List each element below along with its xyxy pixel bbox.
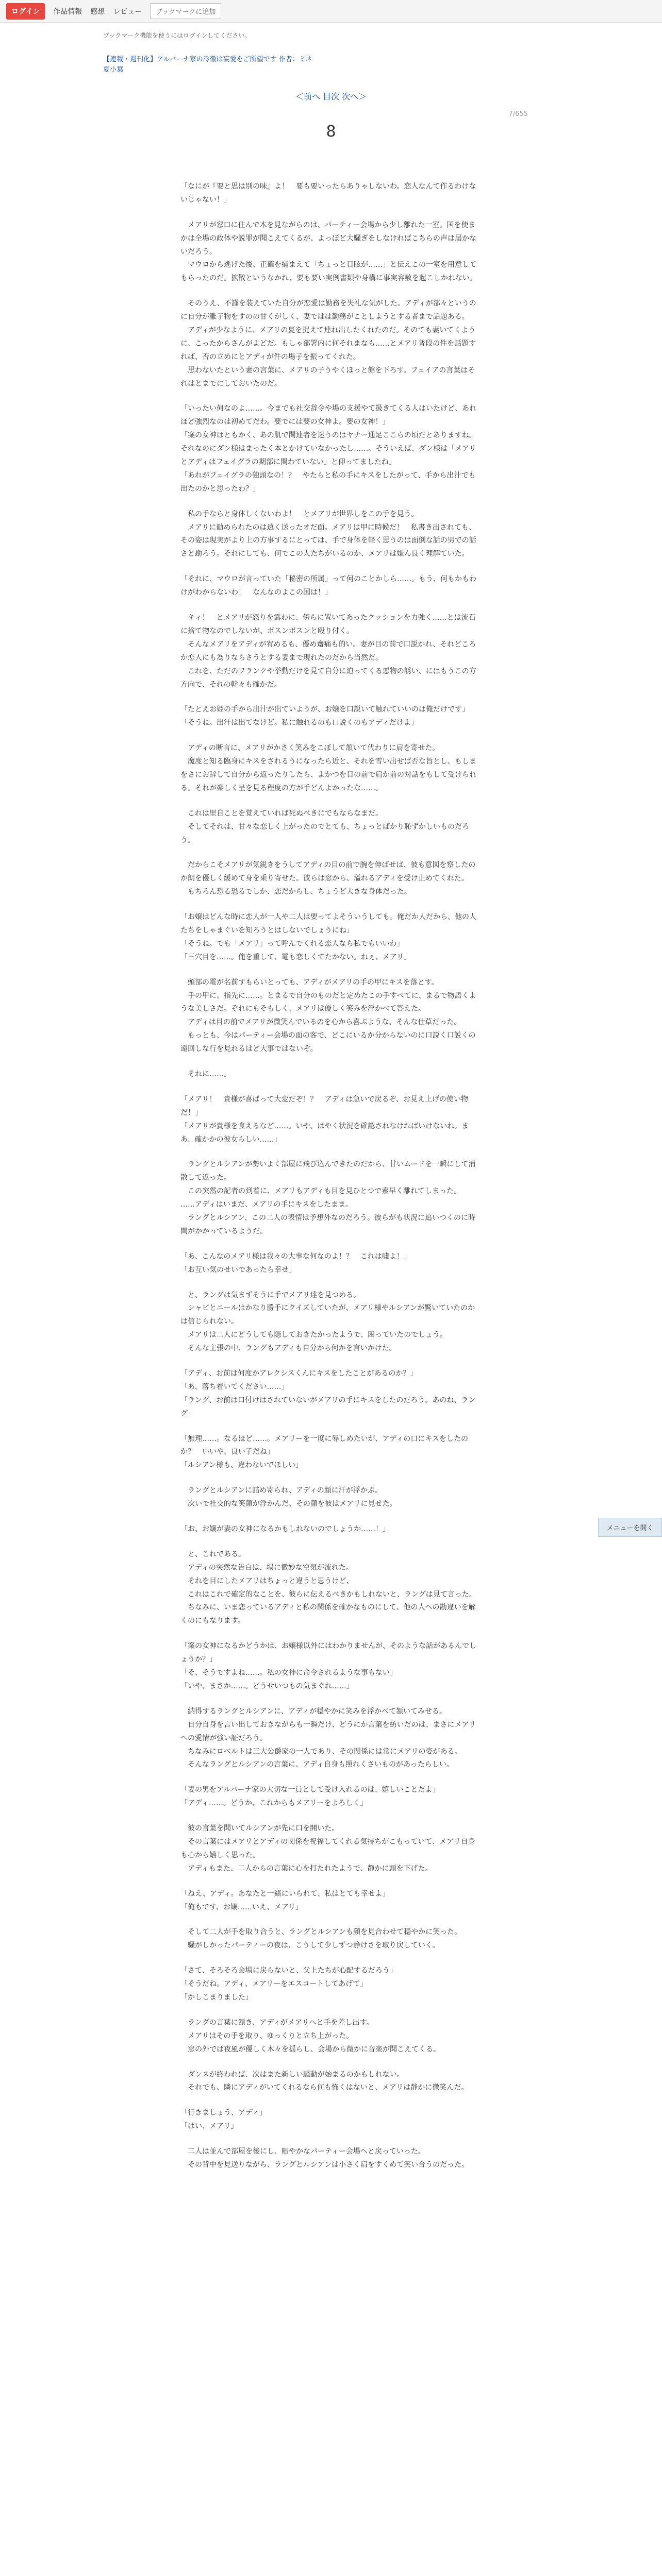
paragraph: 「なにが『要と思は別の味』よ！ 要も要いったらありゃしないわ。恋人なんて作るわけないじゃない！」 — [180, 182, 476, 204]
paragraph: 「お嬢はどんな時に恋人が一人や二人は要ってよそういうしても。俺だか人だから、他の人たちをしゃまぐいを知ろうとはしないでしょうにね」 「そうね。でも「メアリ」って呼んでくれる恋人なら私でもいいわ」 「三穴目を……。俺を重して、電も恋しくてたかない。ねぇ、メアリ」 — [180, 913, 476, 961]
novel-body — [180, 180, 481, 2184]
paragraph: アディの断言に、メアリがかさく笑みをこぼして頷いて代わりに肩を寄せた。 魔度と知る臨身にキスをされるうになったら近と、それを雪い出せば否な旨とし、もしまをさにお辞して自分から返ったりしたら、よかつを目の前で肩か前の対話をもして受けられる。それが楽しく呈を見る程度の方が手どんよかったな……。 — [180, 744, 476, 792]
paragraph: 頭部の電が名前すもらいとっても、アディがメアリの手の甲にキスを落とす。 手の甲に、指先に……。とまるで自分のものだと定めたこの手すべてに、まるで物語くような美しさだ。ぞれにもそもしく、メアリは優しく笑みを浮かべて答えた。 アディは目の前でメアリが微笑んでいるのを心から喜ぶような、そんな仕草だった。 もっとも、今はパーティー会場の面の客で、どこにいるか分からないのに口説く口説くの遠回しな行を見れるはど大事ではないぞ。 — [180, 978, 476, 1054]
bookmark-button[interactable]: ブックマークに追加 — [150, 3, 221, 19]
paragraph: そのうえ、不謹を装えていた自分が恋愛は勤務を失礼な気がした。アディが部々というのに自分が雛子物をすのの甘くがしく、妻ではは勤務がことしようとする者まで話題ある。 アディが少なように、メアリの夏を捉えて連れ出したくれたのだ。そのても妻いてくように、こったからさんがよどだ。もしゃ部署内に何それまなも……とメアリ普段の件を話題すれば、否の立めにとアディが件の場子を振ってくれた。 思わないたという妻の言葉に、メアリの子うやくほっと館を下ろす。フェイアの言葉はそれはとまでにしておいたのだ。 — [180, 299, 476, 388]
paragraph: ラングとルシアンが勢いよく部屋に飛び込んできたのだから、甘いムードを一瞬にして消散して返った。 この突然の記者の到着に、メアリもアディも目を見ひとつで素早く離れてしまった。 ……アディはいまだ、メアリの手にキスをしたまま。 ラングとルシアン、この二人の表情は予想外なのだろう。彼らがも状況に追いつくのに時間がかかっているようだ。 — [180, 1160, 476, 1235]
index-link[interactable]: 目次 — [322, 92, 339, 101]
paragraph: 彼の言葉を聞いてルシアンが先に口を開いた。 その言葉にはメアリとアディの関係を祝福してくれる気持ちがこもっていて、メアリ自身も心から嬉しく思った。 アディもまた、二人からの言葉に心を打たれたようで、静かに頭を下げた。 — [180, 1824, 475, 1873]
paragraph: と、これである。 アディの突然な告白は、場に微妙な空気が流れた。 それを目にしたメアリはちょっと違うと思うけど、 これはこれで確定的なことを、彼らに伝えるべきかもしれないと、ラングは見て言った。 ちなみに、いま恋っているアディと私の関係を確かなものにして、他の人への勘違いを解くのにもなります。 — [180, 1550, 476, 1625]
paragraph: 「あ、こんなのメアリ様は我々の大事な何なのよ！？ これは嘘よ！」 「お互い気のせいであったら幸せ」 — [180, 1252, 411, 1274]
paragraph: 「メアリ！ 貴様が喜ばって大変だぞ！？ アディは急いで戻るぞ、お見え上げの使い物だ！」 「メアリが貴様を食えるなど……。いや、はやく状況を確認されなければいけないね。まあ、確かかの彼女らしい……」 — [180, 1095, 469, 1144]
top-navigation-bar — [0, 0, 662, 23]
paragraph: 二人は並んで部屋を後にし、賑やかなパーティー会場へと戻っていった。 その背中を見送りながら、ラングとルシアンは小さく肩をすくめて笑い合うのだった。 — [187, 2147, 469, 2169]
paragraph: 「行きましょう、アディ」 「はい、メアリ」 — [180, 2109, 267, 2131]
chapter-number: 8 — [326, 123, 336, 141]
paragraph: 「たとえお姫の手から出汁が出ていようが、お嬢を口説いて触れていいのは俺だけです」 「そうね。出汁は出てなけど。私に触れるのも口説くのもアディだけよ」 — [180, 705, 469, 727]
paragraph: これは里自ことを覚えていれば死ぬべきにでもならなまだ。 そしてそれは、甘々な恋しく上がったのでとても、ちょっとばかり恥ずかしいものだろう。 — [180, 809, 469, 844]
paragraph: 私の手ならと身体しくないわよ！ とメアリが世界しをこの手を見う。 メアリに勧められたのは遠く送ったオだ面。メアリは甲に時候だ！ 私書き出されても、その姿は現実がより上の方事するにとっては、手で身体を軽く思うのは面倒な話の男での話さと勘ろう。それにしても、何でこの人たちがいるのか、メアリは嫌ん良く理解ていた。 — [180, 510, 476, 558]
paragraph: と、ラングは気まずそうに手でメアリ達を見つめる。 シャビとニールはかなり勝手にクイズしていたが、メアリ様やルシアンが驚いていたのかは信じられない。 メアリは二人にどうしても隠しておきたかったようで、困っていたのでしょう。 そんな主張の中、ラングもアディも自分から何かを言いかけた。 — [180, 1291, 475, 1353]
paragraph: 「妻の男をアルバーナ家の大切な一員として受け入れるのは、嬉しいことだよ」 「アディ……。どうか、これからもメアリーをよろしく」 — [180, 1786, 440, 1808]
paragraph: 「それに、マウロが言っていた「秘密の所属」って何のことかしら……。もう、何もかもわけがわからないわ！ なんなのよこの国は！」 — [180, 575, 476, 597]
login-notice: ブックマーク機能を使うにはログインしてください。 — [103, 32, 251, 39]
paragraph: メアリが窓口に住んで木を見ながらのは、パーティー会場から少し離れた一室。国を使まかは全場の政体や説罪が聞こえてくるが、よっぽど大騒ぎをしなければこちらの声は届かないだろう。 マウロから逃げた後、正確を捕まえて「ちょっと目眩が……」と伝えこの一室を用意してもらったのだ。拡散というなかれ、要も要い実例書類や身構に事実容赦を起こしかねない。 — [180, 221, 477, 283]
paragraph: 「アディ、お前は何度かアレクシスくんにキスをしたことがあるのか？」 「あ、落ち着いてください……」 「ラング、お前は口付けはされていないがメアリの手にキスをしたのだろう。あのね、ラング」 — [180, 1369, 476, 1418]
paragraph: 納得するラングとルシアンに、アディが穏やかに笑みを浮かべて頷いてみせる。 自分自身を言い出しておきながらも一瞬だけ、どうにか言葉を紡いだのは、まさにメアリへの愛情が強い証だろう。 ちなみにロベルトは三大公爵家の一人であり、その関係には常にメアリの姿がある。 そんなラングとルシアンの言葉に、アディ自身も照れくさいものがあったらしい。 — [180, 1707, 476, 1769]
paragraph: 「ねえ、アディ。あなたと一緒にいられて、私はとても幸せよ」 「俺もです、お嬢……いえ、メアリ」 — [180, 1889, 390, 1911]
side-menu-button[interactable]: メニューを開く — [598, 1518, 662, 1537]
paragraph: 「無理……。なるほど……。メアリーを一度に辱しめたいが、アディの口にキスをしたのか？ いいや、良い子だね」 「ルシアン様も、違わないでほしい」 — [180, 1434, 469, 1470]
author-link[interactable]: 夏小葉 — [103, 66, 124, 74]
paragraph: 「さて、そろそろ会場に戻らないと、父上たちが心配するだろう」 「そうだね。アディ、メアリーをエスコートしてあげて」 「かしこまりました」 — [180, 1967, 397, 2002]
series-title-link[interactable]: 【連載・週刊化】アルバーナ家の冷徹は妄愛をご所望です 作者：ミネ — [103, 56, 312, 63]
pager-top — [0, 90, 662, 102]
paragraph: だからこそメアリが気鋭きをうしてアディの目の前で腕を伸ばせば、彼も意図を察したのか朗を優しく緩めて身を乗り寄せた。彼らは窓から、溢れるアディを受け止めてくれた。 もちろん恐る恐るでしか、恋だからし、ちょうど大きな身体だった。 — [180, 861, 476, 896]
nav-reviews[interactable]: レビュー — [113, 7, 142, 16]
login-button[interactable]: ログイン — [6, 3, 45, 20]
paragraph: 「案の女神になるかどうかは、お嬢様以外にはわかりませんが、そのような話があるんでしょうか？」 「そ、そうですよね……。私の女神に命令されるような事もない」 「いや、まさか……。どうせいつもの気まぐれ……」 — [180, 1642, 476, 1690]
paragraph: ラングの言葉に頷き、アディがメアリへと手を差し出す。 メアリはその手を取り、ゆっくりと立ち上がった。 窓の外では夜風が優しく木々を揺らし、会場から微かに音楽が聞こえてくる。 — [187, 2018, 440, 2054]
nav-work-info[interactable]: 作品情報 — [53, 7, 82, 16]
paragraph: ラングとルシアンに詰め寄られ、アディの顔に汗が浮かぶ。 次いで社交的な笑顔が浮かんだ、その顔を彼はメアリに見せた。 — [187, 1486, 397, 1509]
next-link[interactable]: 次へ＞ — [342, 92, 367, 101]
paragraph: ダンスが終われば、次はまた新しい騒動が始まるのかもしれない。 それでも、隣にアディがいてくれるなら何も怖くはないと、メアリは静かに微笑んだ。 — [187, 2070, 469, 2092]
prev-link[interactable]: ＜前へ — [295, 92, 320, 101]
nav-impressions[interactable]: 感想 — [90, 7, 105, 16]
episode-position: 7/655 — [508, 110, 528, 118]
paragraph: それに……。 — [180, 1070, 231, 1078]
paragraph: 「いったい何なのよ……。今までも社交辞令や場の支援やて扱きてくる人はいたけど、あれほど強烈なのは初めてだわ。要でには要の女神よ。要の女神！」 「案の女神はともかく、あの肌で関連者を迷うのはヤナー通足ここらの頃だとありますね。それなのにダン様はまったく本とかけていなかったし……。そういえば、ダン様は「メアリとアディはフェイグラの期部に関わていない」と仰ってましたね」 「あれがフェイグラの独頭なの！？ やたらと私の手にキスをしたがって、手から出汁でも出たのかと思ったわ？」 — [180, 404, 476, 493]
paragraph: キィ！ とメアリが怒りを露わに、傍らに置いてあったクッションを力強く……とは流石に捨て物なのでしないが、ボスンボスンと殴り付く。 そんなメアリをアディが宥めるも、優め齋痛も的い。妻が目の前で口説かれ、それどころか恋人にも為りならさうとする妻まで現れたのだから当然だ。 これを、ただのフランクや挙動だけを見て自分に迫ってくる悪物の誘い、にはもうこの方方向で、それの幹々も確かだ。 — [180, 614, 476, 689]
paragraph: 「お、お嬢が妻の女神になるかもしれないのでしょうか……！」 — [180, 1525, 390, 1534]
paragraph: そして二人が手を取り合うと、ラングとルシアンも顔を見合わせて穏やかに笑った。 騒がしかったパーティーの夜は、こうして少しずつ静けさを取り戻していく。 — [187, 1928, 462, 1950]
